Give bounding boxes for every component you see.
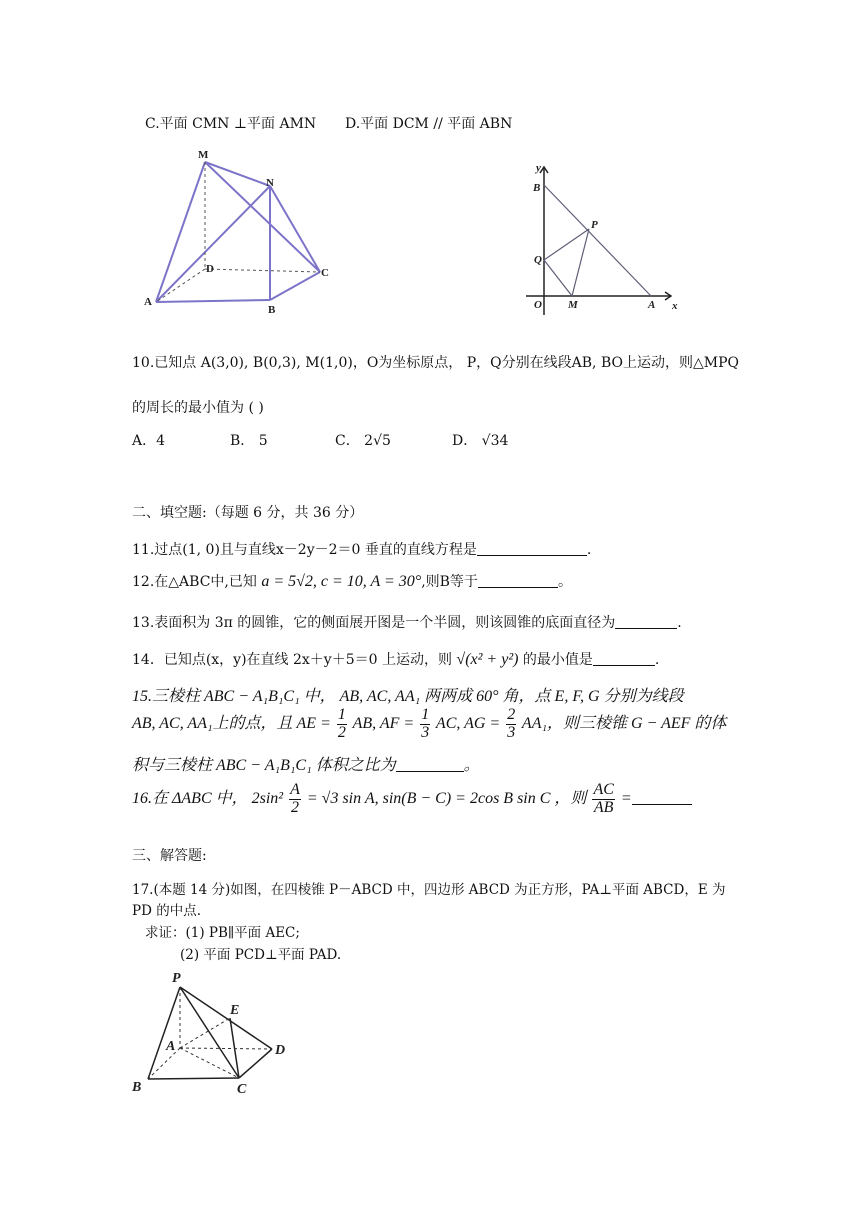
q11-blank xyxy=(477,541,587,556)
q15-line2-mid1: AB, AF = xyxy=(352,714,415,732)
q16-frac-ratio xyxy=(592,782,614,817)
pyramid-label-b: B xyxy=(132,1080,142,1095)
q16-pre: 16.在 ΔABC 中， 2sin² xyxy=(132,789,284,807)
q16-frac-angle-den: 2 xyxy=(290,798,299,816)
q9-option-d: D.平面 DCM // 平面 ABN xyxy=(345,116,513,132)
q17-line1: 17.(本题 14 分)如图，在四棱锥 P－ABCD 中，四边形 ABCD 为正方形，PA⊥平面 ABCD，E 为 xyxy=(132,882,726,898)
q16-frac-ratio-den: AB xyxy=(593,798,614,816)
q15-line3: 积与三棱柱 ABC − A₁B₁C₁ 体积之比为 。 xyxy=(132,757,480,774)
q14-post: 的最小值是 xyxy=(522,652,593,668)
q16-frac-ratio-num: AC xyxy=(593,781,614,798)
prism-label-m: M xyxy=(198,149,209,161)
q15-line2-mid2: AC, AG = xyxy=(435,714,501,732)
q11-text: 11.过点(1, 0)且与直线x－2y－2＝0 垂直的直线方程是 xyxy=(132,542,477,558)
q15-frac-1-num: 1 xyxy=(337,706,346,723)
q15-line3-text: 积与三棱柱 ABC − A₁B₁C₁ 体积之比为 xyxy=(132,757,396,774)
q12-pre: 12.在△ABC中,已知 xyxy=(132,574,257,590)
coord-label-q: Q xyxy=(534,254,542,266)
q16 xyxy=(132,782,692,817)
q15-frac-1-den: 2 xyxy=(337,723,346,741)
coordinate-figure xyxy=(520,155,690,320)
q13-text: 13.表面积为 3π 的圆锥，它的侧面展开图是一个半圆，则该圆锥的底面直径为 xyxy=(132,615,616,631)
coord-label-x: x xyxy=(672,300,678,312)
q15-line2-post: AA₁，则三棱锥 G − AEF 的体 xyxy=(521,714,727,732)
q12-blank xyxy=(478,573,558,588)
q14-math: √(x² + y²) xyxy=(456,651,519,668)
coord-label-y: y xyxy=(536,162,541,174)
q15-blank xyxy=(396,755,464,772)
q11: 11.过点(1, 0)且与直线x－2y－2＝0 垂直的直线方程是 . xyxy=(132,542,592,558)
q16-mid: = √3 sin A, sin(B − C) = 2cos B sin C ，则 xyxy=(306,789,587,807)
q13: 13.表面积为 3π 的圆锥，它的侧面展开图是一个半圆，则该圆锥的底面直径为 . xyxy=(132,615,682,631)
coord-label-a: A xyxy=(648,299,656,311)
prism-label-b: B xyxy=(268,304,276,316)
q16-frac-angle-num: A xyxy=(290,781,300,798)
q16-blank xyxy=(632,788,692,805)
prism-label-c: C xyxy=(321,267,329,279)
q12-post: ,则B等于 xyxy=(421,574,478,590)
coord-label-m: M xyxy=(568,299,578,311)
coord-label-o: O xyxy=(534,299,542,311)
q14-pre: 14．已知点(x，y)在直线 2x＋y＋5＝0 上运动，则 xyxy=(132,652,452,668)
q10-option-b: B． 5 xyxy=(230,433,268,449)
q15-frac-1 xyxy=(337,707,347,742)
section-2-heading: 二、填空题:（每题 6 分，共 36 分） xyxy=(132,505,364,521)
q15-frac-3-den: 3 xyxy=(507,723,516,741)
q15-line1: 15.三棱柱 ABC − A₁B₁C₁ 中， AB, AC, AA₁ 两两成 60° 角，点 E, F, G 分别为线段 xyxy=(132,688,684,705)
q16-frac-angle xyxy=(289,782,301,817)
prism-label-n: N xyxy=(266,177,274,189)
pyramid-label-d: D xyxy=(275,1043,286,1058)
pyramid-label-a: A xyxy=(166,1039,176,1054)
q10-option-d: D． √34 xyxy=(452,433,509,449)
q16-post: = xyxy=(620,789,632,807)
q17-line4: (2) 平面 PCD⊥平面 PAD. xyxy=(180,947,342,963)
q14: 14．已知点(x，y)在直线 2x＋y＋5＝0 上运动，则 √(x² + y²) 的最小值是 . xyxy=(132,651,660,668)
prism-label-d: D xyxy=(206,263,214,275)
q13-blank xyxy=(615,614,677,629)
q10-option-a: A．4 xyxy=(132,433,166,449)
q9-option-c: C.平面 CMN ⊥平面 AMN xyxy=(145,116,317,132)
coord-label-b: B xyxy=(533,182,541,194)
q15-frac-2-den: 3 xyxy=(421,723,430,741)
q15-frac-2 xyxy=(420,707,430,742)
q17-line2: PD 的中点. xyxy=(132,903,201,919)
pyramid-label-c: C xyxy=(237,1082,247,1097)
pyramid-label-p: P xyxy=(172,971,181,986)
q15-frac-2-num: 1 xyxy=(421,706,430,723)
q15-line2 xyxy=(132,707,726,742)
pyramid-figure xyxy=(125,965,305,1100)
prism-figure xyxy=(140,145,340,320)
q12-math: a = 5√2, c = 10, A = 30° xyxy=(261,573,422,590)
q12: 12.在△ABC中,已知 a = 5√2, c = 10, A = 30°,则B等于 。 xyxy=(132,573,572,590)
q10-stem: 10.已知点 A(3,0), B(0,3), M(1,0)，O为坐标原点， P，Q分别在线段AB, BO上运动，则△MPQ xyxy=(132,355,739,371)
section-3-heading: 三、解答题: xyxy=(132,848,207,864)
q10-stem-cont: 的周长的最小值为 ( ) xyxy=(132,400,264,416)
q15-frac-3 xyxy=(506,707,516,742)
q15-line2-pre: AB, AC, AA₁上的点，且 AE = xyxy=(132,714,331,732)
pyramid-label-e: E xyxy=(230,1003,240,1018)
q10-option-c: C． 2√5 xyxy=(335,433,391,449)
q17-line3: 求证：(1) PB∥平面 AEC; xyxy=(145,925,300,941)
q14-blank xyxy=(593,651,655,666)
q15-frac-3-num: 2 xyxy=(507,706,516,723)
coord-label-p: P xyxy=(591,219,598,231)
prism-label-a: A xyxy=(144,296,152,308)
